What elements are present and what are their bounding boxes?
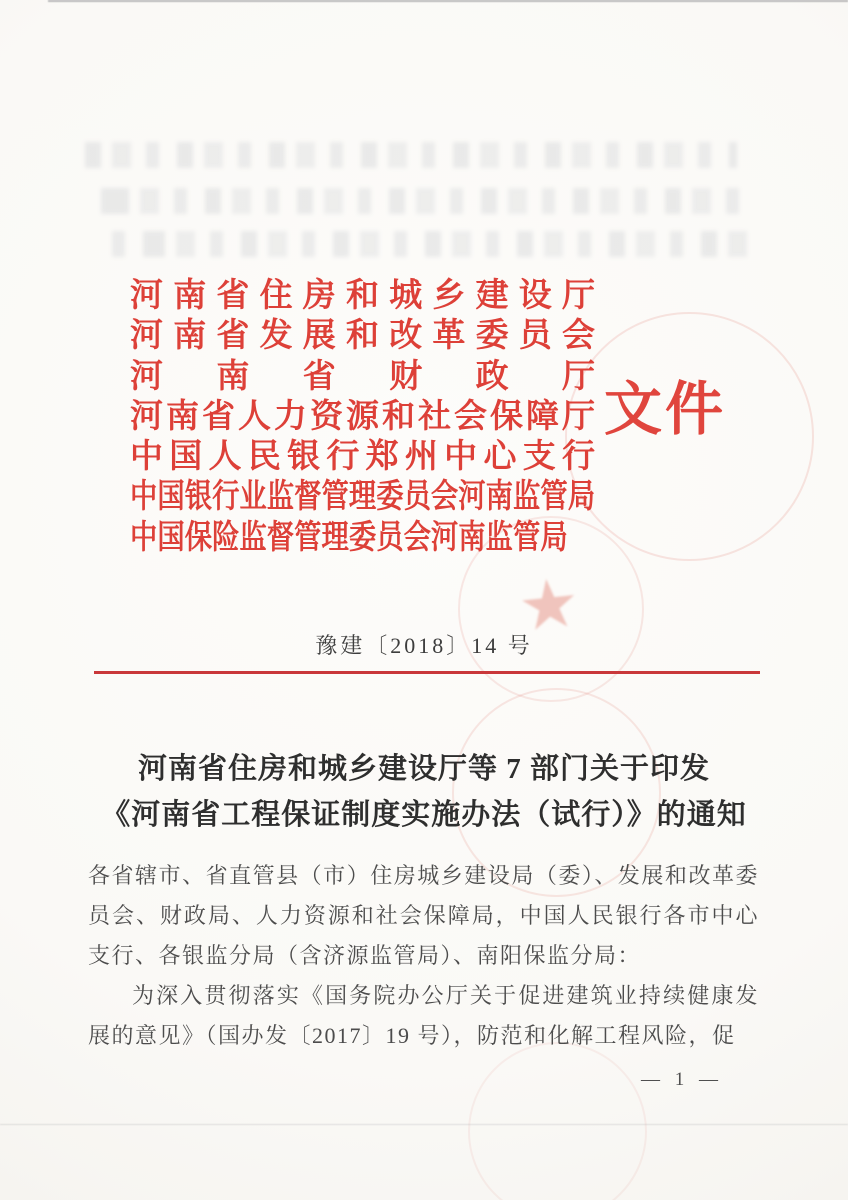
document-body: [88, 856, 759, 1056]
agency-name: 中国保险监督管理委员会河南监管局: [130, 519, 568, 556]
red-divider-line: [94, 671, 760, 674]
agency-name: 中国人民银行郑州中心支行: [130, 439, 595, 476]
agency-name: 河南省住房和城乡建设厅: [130, 278, 595, 314]
page-number: — 1 —: [641, 1069, 723, 1090]
agency-name: 河南省人力资源和社会保障厅: [130, 398, 595, 435]
agency-name: 河南省发展和改革委员会: [130, 318, 595, 355]
seal-star-icon: ★: [514, 563, 584, 648]
body-paragraph: 为深入贯彻落实《国务院办公厅关于促进建筑业持续健康发展的意见》（国办发〔2017〕19 号），防范和化解工程风险，促: [88, 983, 759, 1048]
recipients-paragraph: 各省辖市、省直管县（市）住房城乡建设局（委）、发展和改革委员会、财政局、人力资源和社会保障局，中国人民银行各市中心支行、各银监分局（含济源监管局）、南阳保监分局：: [88, 863, 759, 968]
bleed-through-text: [85, 142, 737, 168]
seal-stamp-circle: [468, 1042, 647, 1200]
bleed-through-text: [90, 188, 746, 214]
doc-type-label: 文件: [604, 377, 727, 442]
bleed-through-text: [102, 231, 752, 257]
scan-edge-artifact: [48, 0, 848, 2]
agency-name: 中国银行业监督管理委员会河南监管局: [130, 479, 596, 516]
doc-number: 豫建〔2018〕14 号: [315, 633, 533, 658]
document-title-line2: 《河南省工程保证制度实施办法（试行）》的通知: [101, 799, 747, 831]
document-title: [50, 746, 798, 838]
scan-fold-line: [0, 1124, 848, 1125]
document-title-line1: 河南省住房和城乡建设厅等 7 部门关于印发: [137, 753, 710, 785]
letterhead-agency-list: [130, 276, 595, 558]
agency-name: 河南省财政厅: [130, 358, 595, 395]
